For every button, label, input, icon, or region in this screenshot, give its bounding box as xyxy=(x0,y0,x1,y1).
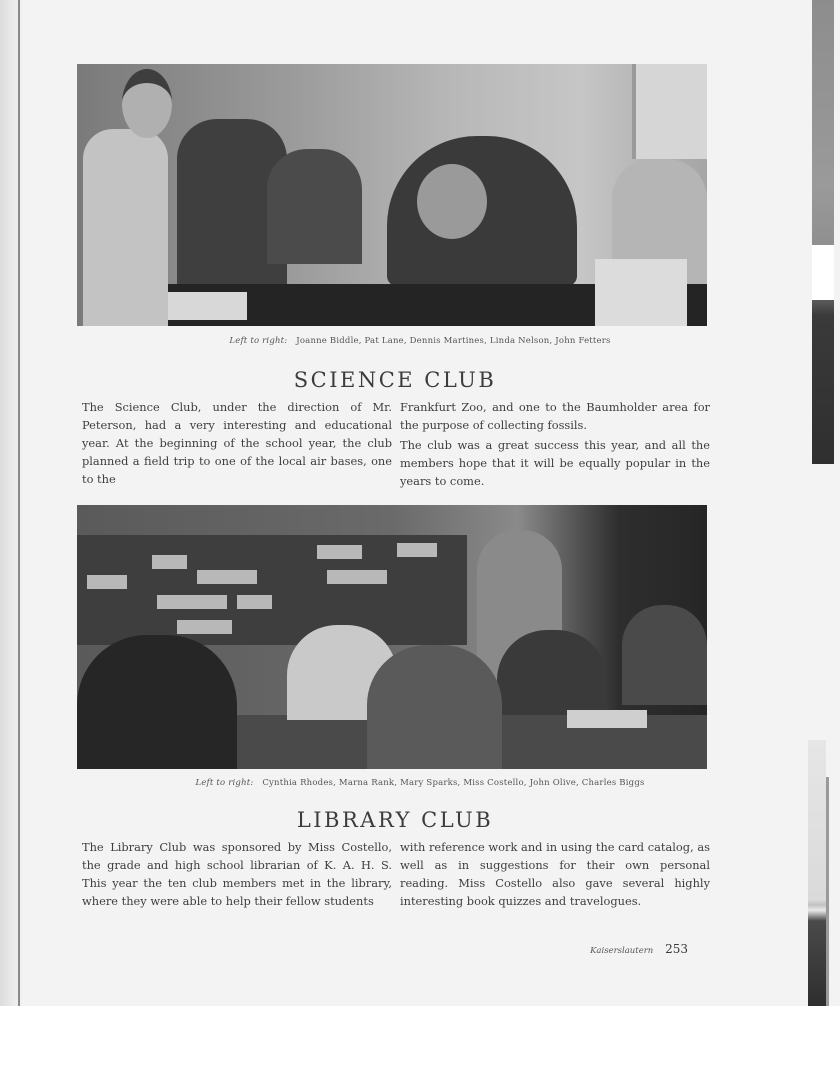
caption-lead: Left to right: xyxy=(195,778,254,788)
adjacent-page-strip-gap xyxy=(812,245,834,300)
photo-box xyxy=(595,259,687,326)
paragraph: The Science Club, under the direction of Mr. Peterson, had a very interesting and educational year. At the beginning of the school year, the club planned a field trip to one of the local air bases, one to the xyxy=(82,400,392,486)
photo-student xyxy=(367,645,502,769)
library-club-column-right xyxy=(400,838,710,910)
photo-bookshelves xyxy=(77,535,467,645)
photo-book xyxy=(327,570,387,584)
paragraph: The club was a great success this year, and all the members hope that it will be equally popular in the years to come. xyxy=(400,438,710,488)
photo-book xyxy=(152,555,187,569)
science-club-column-right xyxy=(400,398,710,490)
library-club-caption xyxy=(0,778,840,788)
footer-school-name: Kaiserslautern xyxy=(590,946,654,956)
photo-papers xyxy=(167,292,247,320)
photo-book xyxy=(237,595,272,609)
photo-book xyxy=(317,545,362,559)
photo-book xyxy=(157,595,227,609)
caption-names: Cynthia Rhodes, Marna Rank, Mary Sparks, Miss Costello, John Olive, Charles Biggs xyxy=(262,778,645,788)
photo-student xyxy=(267,149,362,264)
science-club-column-left xyxy=(82,398,392,488)
photo-student-head xyxy=(122,69,172,138)
paragraph: The Library Club was sponsored by Miss Costello, the grade and high school librarian of K. A. H. S. This year the ten club members met in the library, where they were able to help their fellow students xyxy=(82,840,392,908)
photo-book xyxy=(397,543,437,557)
page-number: 253 xyxy=(665,942,688,956)
page-footer xyxy=(560,942,688,956)
library-club-column-left xyxy=(82,838,392,910)
science-club-heading: SCIENCE CLUB xyxy=(293,368,497,392)
photo-student-head xyxy=(417,164,487,239)
science-club-caption xyxy=(0,336,840,346)
library-club-heading: LIBRARY CLUB xyxy=(296,808,494,832)
photo-open-book xyxy=(567,710,647,728)
library-club-photo xyxy=(77,505,707,769)
page-binding-line xyxy=(18,0,20,1006)
photo-student xyxy=(77,635,237,769)
caption-lead: Left to right: xyxy=(229,336,288,346)
photo-book xyxy=(177,620,232,634)
paragraph: Frankfurt Zoo, and one to the Baumholder area for the purpose of collecting fossils. xyxy=(400,400,710,432)
photo-window xyxy=(632,64,707,159)
adjacent-page-strip-top xyxy=(812,0,834,464)
photo-student xyxy=(622,605,707,705)
science-club-photo xyxy=(77,64,707,326)
paragraph: with reference work and in using the card catalog, as well as in suggestions for their own personal reading. Miss Costello also gave several highly interesting book quizzes and travelogues. xyxy=(400,840,710,908)
photo-book xyxy=(87,575,127,589)
caption-names: Joanne Biddle, Pat Lane, Dennis Martines, Linda Nelson, John Fetters xyxy=(296,336,611,346)
adjacent-page-edge-line xyxy=(826,777,829,1006)
photo-book xyxy=(197,570,257,584)
photo-student xyxy=(83,129,168,326)
